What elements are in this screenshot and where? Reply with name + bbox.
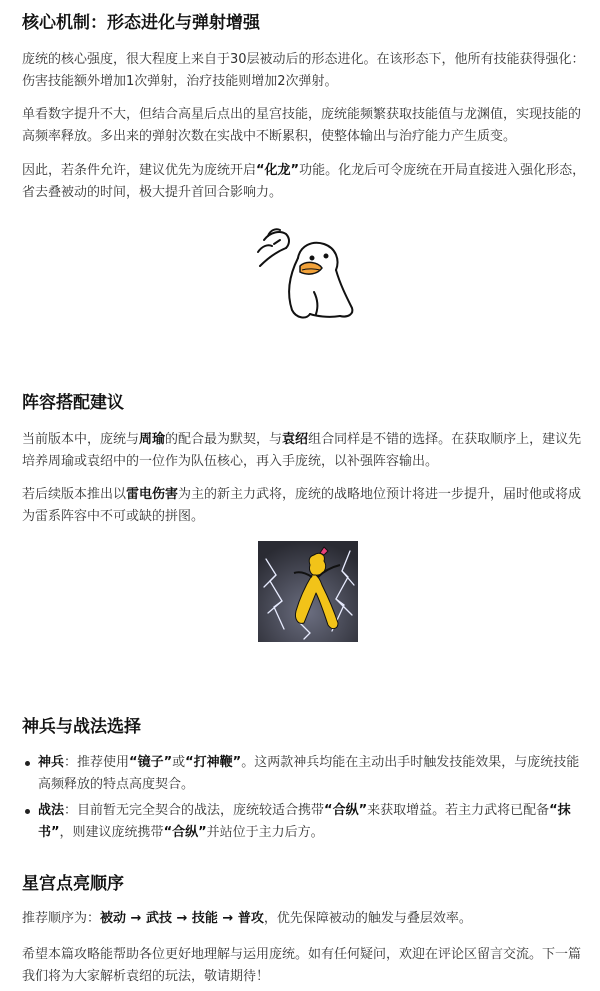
star-paragraph-1: 推荐顺序为：被动 → 武技 → 技能 → 普攻，优先保障被动的触发与叠层效率。 — [22, 911, 472, 926]
section-heading-gear: 神兵与战法选择 — [22, 717, 141, 737]
emphasis-order: 被动 → 武技 → 技能 → 普攻 — [100, 911, 264, 926]
star-paragraph-2: 希望本篇攻略能帮助各位更好地理解与运用庞统。如有任何疑问，欢迎在评论区留言交流。下一篇我们将为大家解析袁绍的玩法，敬请期待！ — [22, 947, 582, 984]
gear-bullet-list — [22, 752, 588, 844]
yellow-duck-lightning-image — [258, 541, 358, 642]
core-paragraph-1: 庞统的核心强度，很大程度上来自于30层被动后的形态进化。在该形态下，他所有技能获得强化：伤害技能额外增加1次弹射，治疗技能则增加2次弹射。 — [22, 52, 585, 89]
emphasis-thunder-damage: 雷电伤害 — [126, 487, 179, 502]
emphasis-yuanshao: 袁绍 — [282, 432, 309, 447]
lineup-paragraph-1: 当前版本中，庞统与周瑜的配合最为默契，与袁绍组合同样是不错的选择。在获取顺序上，建议先培养周瑜或袁绍中的一位作为队伍核心，再入手庞统，以补强阵容输出。 — [22, 432, 582, 469]
emphasis-hualong: “化龙” — [256, 163, 300, 178]
list-item: 神兵：推荐使用“镜子”或“打神鞭”。这两款神兵均能在主动出手时触发技能效果，与庞统技能高频释放的特点高度契合。 — [22, 752, 588, 796]
core-paragraph-2: 单看数字提升不大，但结合高星后点出的星宫技能，庞统能频繁获取技能值与龙渊值，实现技能的高频率释放。多出来的弹射次数在实战中不断累积，使整体输出与治疗能力产生质变。 — [22, 107, 582, 144]
emphasis-zhouyu: 周瑜 — [139, 432, 166, 447]
section-heading-core: 核心机制：形态进化与弹射增强 — [22, 13, 260, 33]
core-paragraph-3: 因此，若条件允许，建议优先为庞统开启“化龙”功能。化龙后可令庞统在开局直接进入强化形态，省去叠被动的时间，极大提升首回合影响力。 — [22, 163, 586, 200]
section-heading-star: 星宫点亮顺序 — [22, 874, 124, 894]
lineup-paragraph-2: 若后续版本推出以雷电伤害为主的新主力武将，庞统的战略地位预计将进一步提升，届时他或将成为雷系阵容中不可或缺的拼图。 — [22, 487, 582, 524]
bullet-dot — [25, 761, 30, 766]
duck-sticker-icon — [254, 222, 358, 322]
bullet-dot — [25, 809, 30, 814]
list-item: 战法：目前暂无完全契合的战法，庞统较适合携带“合纵”来获取增益。若主力武将已配备“抹书”，则建议庞统携带“合纵”并站位于主力后方。 — [22, 800, 588, 844]
section-heading-lineup: 阵容搭配建议 — [22, 393, 124, 413]
